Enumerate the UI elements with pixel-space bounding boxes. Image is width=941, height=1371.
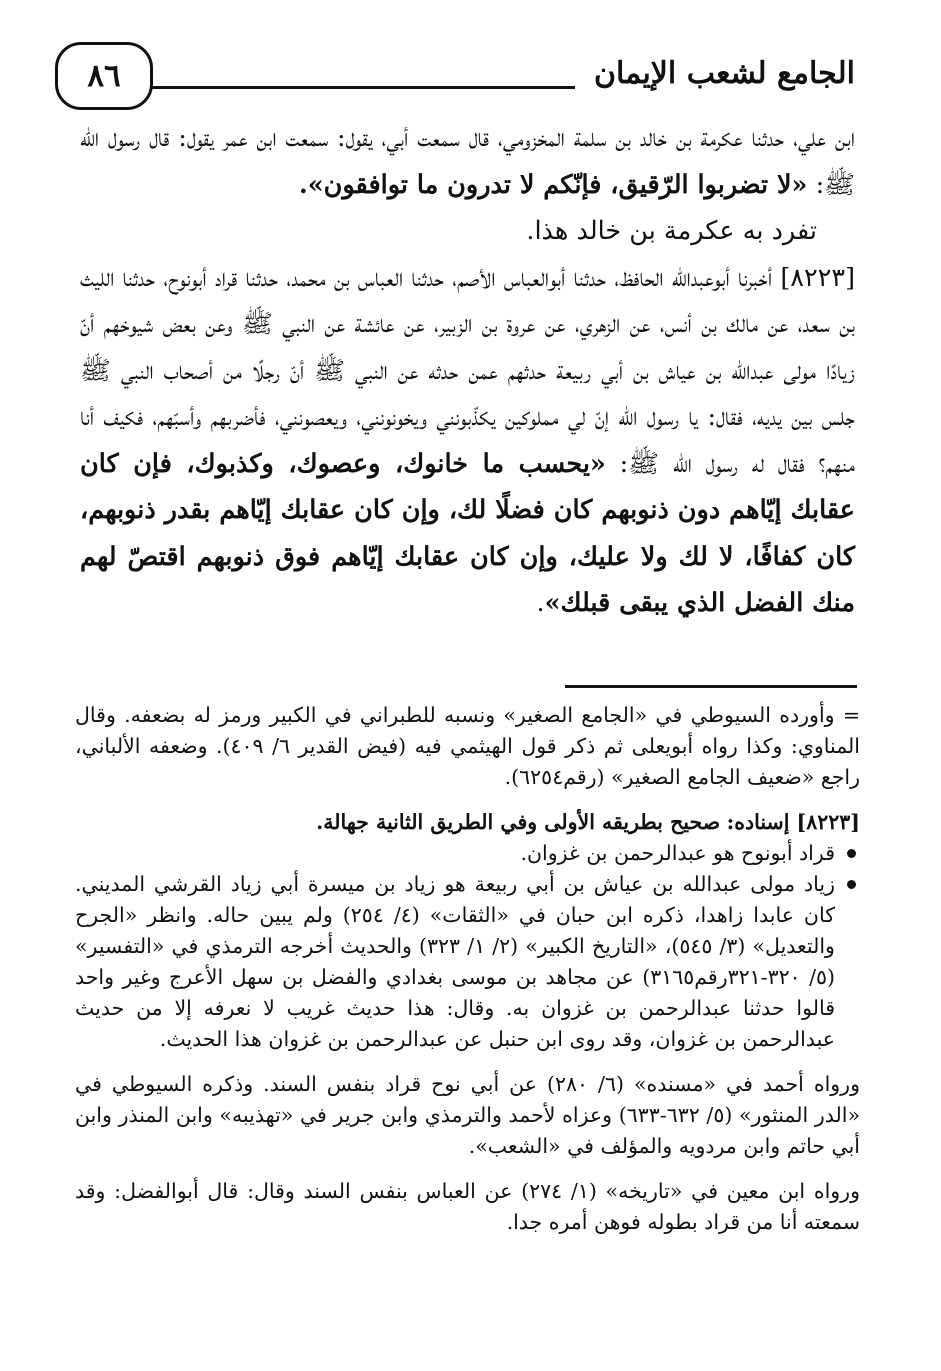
main-text xyxy=(80,115,855,627)
hadith-number: [٨٢٢٣] xyxy=(780,262,856,293)
end-punctuation: . xyxy=(536,588,545,618)
hadith-quote: «لا تضربوا الرّقيق، فإنّكم لا تدرون ما توافقون». xyxy=(298,169,808,200)
running-title: الجامع لشعب الإيمان xyxy=(593,56,855,91)
list-item-text: زياد مولى عبدالله بن عياش بن أبي ربيعة هو زياد بن ميسرة أبي زياد القرشي المديني. كان عابدا زاهدا، ذكره ابن حبان في «الثقات» (٤/ ٢٥٤) ولم يبين حاله. وانظر «الجرح والتعديل» (٣/ ٥٤٥)، «التاريخ الكبير» (٢/ ١/ ٣٢٣) والحديث أخرجه الترمذي في «التفسير» (٥/ ٣٢٠-٣٢١رقم٣١٦٥) عن مجاهد بن موسى بغدادي والفضل بن سهل الأعرج وغير واحد قالوا حدثنا عبدالرحمن بن غزوان به. وقال: هذا حديث غريب لا نعرفه إلا من حديث عبدالرحمن بن غزوان، وقد روى ابن حنبل عن عبدالرحمن بن غزوان هذا الحديث. xyxy=(75,872,835,1051)
page-number-badge: ٨٦ xyxy=(55,42,153,110)
hadith-quote: «يحسب ما خانوك، وعصوك، وكذبوك، فإن كان عقابك إيّاهم دون ذنوبهم كان فضلًا لك، وإن كان عقابك إيّاهم بقدر ذنوبهم، كان كفافًا، لا لك ولا عليك، وإن كان عقابك إيّاهم فوق ذنوبهم اقتصّ لهم منك الفضل الذي يبقى قبلك» xyxy=(80,448,855,618)
footnote-text: = وأورده السيوطي في «الجامع الصغير» ونسبه للطبراني في الكبير ورمز له بضعفه. وقال المناوي: وكذا رواه أبويعلى ثم ذكر قول الهيثمي فيه (فيض القدير ٦/ ٤٠٩). وضعفه الألباني، راجع «ضعيف الجامع الصغير» (رقم٦٢٥٤). xyxy=(75,703,860,789)
header-rule xyxy=(150,86,575,89)
footnotes xyxy=(75,700,860,1238)
footnote-paragraph xyxy=(75,1176,860,1238)
footnote-continuation xyxy=(75,700,860,793)
remark-text: تفرد به عكرمة بن خالد هذا. xyxy=(526,216,817,246)
footnote-text: ورواه ابن معين في «تاريخه» (١/ ٢٧٤) عن العباس بنفس السند وقال: قال أبوالفضل: وقد سمعته أنا من قراد بطوله فوهن أمره جدا. xyxy=(75,1179,860,1234)
footnote-grading xyxy=(75,807,860,838)
paragraph-continuation xyxy=(80,115,855,208)
isnad-text: ابن علي، حدثنا عكرمة بن خالد بن سلمة المخزومي، قال سمعت أبي، يقول: سمعت ابن عمر يقول: قال رسول الله ﷺ: xyxy=(80,123,855,200)
hadith-body: أخبرنا أبوعبدالله الحافظ، حدثنا أبوالعباس الأصم، حدثنا العباس بن محمد، حدثنا قراد أبونوح، حدثنا الليث بن سعد، عن مالك بن أنس، عن الزهري، عن عروة بن الزبير، عن عائشة عن النبي ﷺ وعن بعض شيوخهم أنّ زيادًا مولى عبدالله بن عياش بن أبي ربيعة حدثهم عمن حدثه عن النبي ﷺ أنّ رجلًا من أصحاب النبي ﷺ جلس بين يديه، فقال: يا رسول الله إنّ لي مملوكين يكذّبونني ويخونونني، ويعصونني، فأضربهم وأسبّهم، فكيف أنا منهم؟ فقال له رسول الله ﷺ: xyxy=(80,262,855,479)
footnote-label: [٨٢٢٣] إسناده: xyxy=(726,810,860,834)
list-item xyxy=(75,869,860,1055)
bullet-icon xyxy=(847,880,856,889)
footnote-separator xyxy=(565,685,857,688)
paragraph-hadith xyxy=(80,255,855,627)
paragraph-remark xyxy=(80,208,855,255)
footnote-paragraph xyxy=(75,1069,860,1162)
list-item-text: قراد أبونوح هو عبدالرحمن بن غزوان. xyxy=(520,841,835,865)
list-item xyxy=(75,838,860,869)
bullet-icon xyxy=(847,849,856,858)
grading-text: صحيح بطريقه الأولى وفي الطريق الثانية جهالة. xyxy=(316,810,721,834)
page-header xyxy=(55,38,855,108)
footnote-text: ورواه أحمد في «مسنده» (٦/ ٢٨٠) عن أبي نوح قراد بنفس السند. وذكره السيوطي في «الدر المنثور» (٥/ ٦٣٢-٦٣٣) وعزاه لأحمد والترمذي وابن جرير في «تهذيبه» وابن المنذر وابن أبي حاتم وابن مردويه والمؤلف في «الشعب». xyxy=(75,1072,860,1158)
